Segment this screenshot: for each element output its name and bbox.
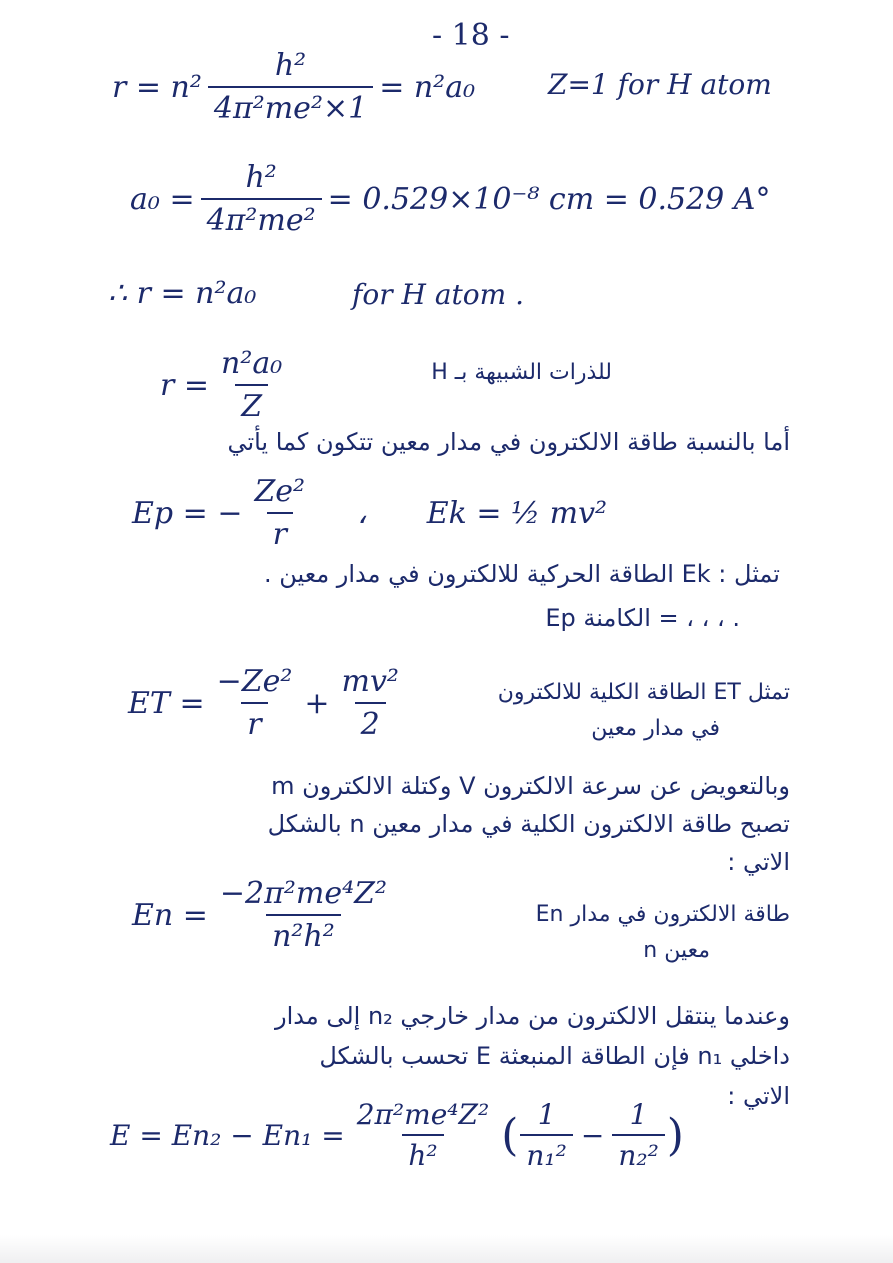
eq1-denominator: 4π²me²×1 (208, 86, 373, 126)
ep-denominator: r (267, 512, 293, 552)
paren-open: ( (501, 1109, 519, 1161)
ep-numerator: Ze² (254, 474, 306, 509)
transition-line-3: الاتي : (727, 1082, 790, 1110)
eq3-formula: ∴ r = n²a₀ (108, 276, 257, 311)
energy-intro-line: أما بالنسبة طاقة الالكترون في مدار معين تتكون كما يأتي (227, 428, 790, 456)
ek-definition: تمثل : Ek الطاقة الحركية للالكترون في مدار معين . (263, 560, 780, 588)
eq4-numerator: n²a₀ (221, 346, 283, 381)
ek-formula: Ek = ½ mv² (426, 495, 608, 531)
et-denominator-1: r (241, 702, 267, 742)
eq4-lhs: r = (160, 367, 210, 403)
en-note-line-1: En طاقة الالكترون في مدار (535, 902, 790, 927)
paren-close: ) (666, 1109, 684, 1161)
substitution-line-2: تصبح طاقة الالكترون الكلية في مدار معين n بالشكل (267, 810, 790, 838)
et-lhs: ET = (128, 685, 205, 721)
ep-fraction (248, 474, 311, 552)
e-minus: − (580, 1118, 605, 1152)
eq2-denominator: 4π²me² (201, 198, 322, 238)
bohr-constant-equation (130, 160, 770, 238)
et-numerator-1: −Ze² (216, 664, 293, 699)
eq2-rhs: = 0.529×10⁻⁸ cm = 0.529 A° (327, 181, 771, 217)
et-note-line-2: في مدار معين (591, 716, 720, 741)
et-note-line-1: تمثل ET الطاقة الكلية للالكترون (497, 680, 790, 705)
e-term-1-denominator: n₁² (520, 1134, 572, 1172)
eq2-numerator: h² (245, 160, 277, 195)
substitution-line-3: الاتي : (727, 848, 790, 876)
e-denominator: h² (402, 1134, 443, 1172)
e-term-2 (612, 1098, 664, 1172)
e-fraction (351, 1098, 495, 1172)
en-denominator: n²h² (266, 914, 341, 954)
et-denominator-2: 2 (355, 702, 386, 742)
orbit-energy-equation (132, 876, 399, 954)
emitted-energy-equation (110, 1098, 684, 1172)
substitution-line-1: وبالتعويض عن سرعة الالكترون V وكتلة الالكترون m (271, 772, 790, 800)
eq1-numerator: h² (274, 48, 307, 83)
e-term-1 (520, 1098, 572, 1172)
bohr-radius-equation (112, 48, 475, 126)
potential-kinetic-equations (132, 474, 607, 552)
scan-bottom-shadow (0, 1235, 893, 1263)
en-fraction (214, 876, 393, 954)
total-energy-equation (128, 664, 411, 742)
e-term-1-numerator: 1 (537, 1098, 556, 1131)
eq1-note: Z=1 for H atom (548, 68, 772, 101)
en-lhs: En = (132, 897, 208, 933)
e-term-2-denominator: n₂² (612, 1134, 664, 1172)
et-fraction-2 (336, 664, 405, 742)
page-number: - 18 - (432, 18, 510, 53)
et-fraction-1 (211, 664, 299, 742)
eq3-note: for H atom . (352, 278, 524, 311)
eq1-lhs: r = n² (112, 69, 202, 105)
en-note-line-2: معين n (643, 938, 710, 963)
transition-line-2: داخلي n₁ فإن الطاقة المنبعثة E تحسب بالشكل (319, 1042, 790, 1070)
eq2-lhs: a₀ = (130, 181, 195, 217)
en-numerator: −2π²me⁴Z² (219, 876, 387, 911)
eq1-rhs: = n²a₀ (379, 69, 476, 105)
hydrogen-like-radius-equation (160, 346, 294, 424)
eq5-separator: ، (357, 495, 367, 531)
e-numerator: 2π²me⁴Z² (356, 1098, 490, 1131)
eq4-denominator: Z (235, 384, 268, 424)
e-term-2-numerator: 1 (629, 1098, 648, 1131)
et-numerator-2: mv² (341, 664, 399, 699)
ep-lhs: Ep = − (132, 495, 243, 531)
transition-line-1: وعندما ينتقل الالكترون من مدار خارجي n₂ إلى مدار (274, 1002, 790, 1030)
eq2-fraction (201, 160, 322, 238)
eq4-fraction (215, 346, 288, 424)
e-lhs: E = En₂ − En₁ = (110, 1118, 345, 1152)
eq1-fraction (208, 48, 373, 126)
et-plus: + (304, 685, 330, 721)
eq4-note: للذرات الشبيهة بـ H (431, 360, 612, 385)
ep-definition: . ، ، ، = الكامنة Ep (545, 604, 740, 632)
